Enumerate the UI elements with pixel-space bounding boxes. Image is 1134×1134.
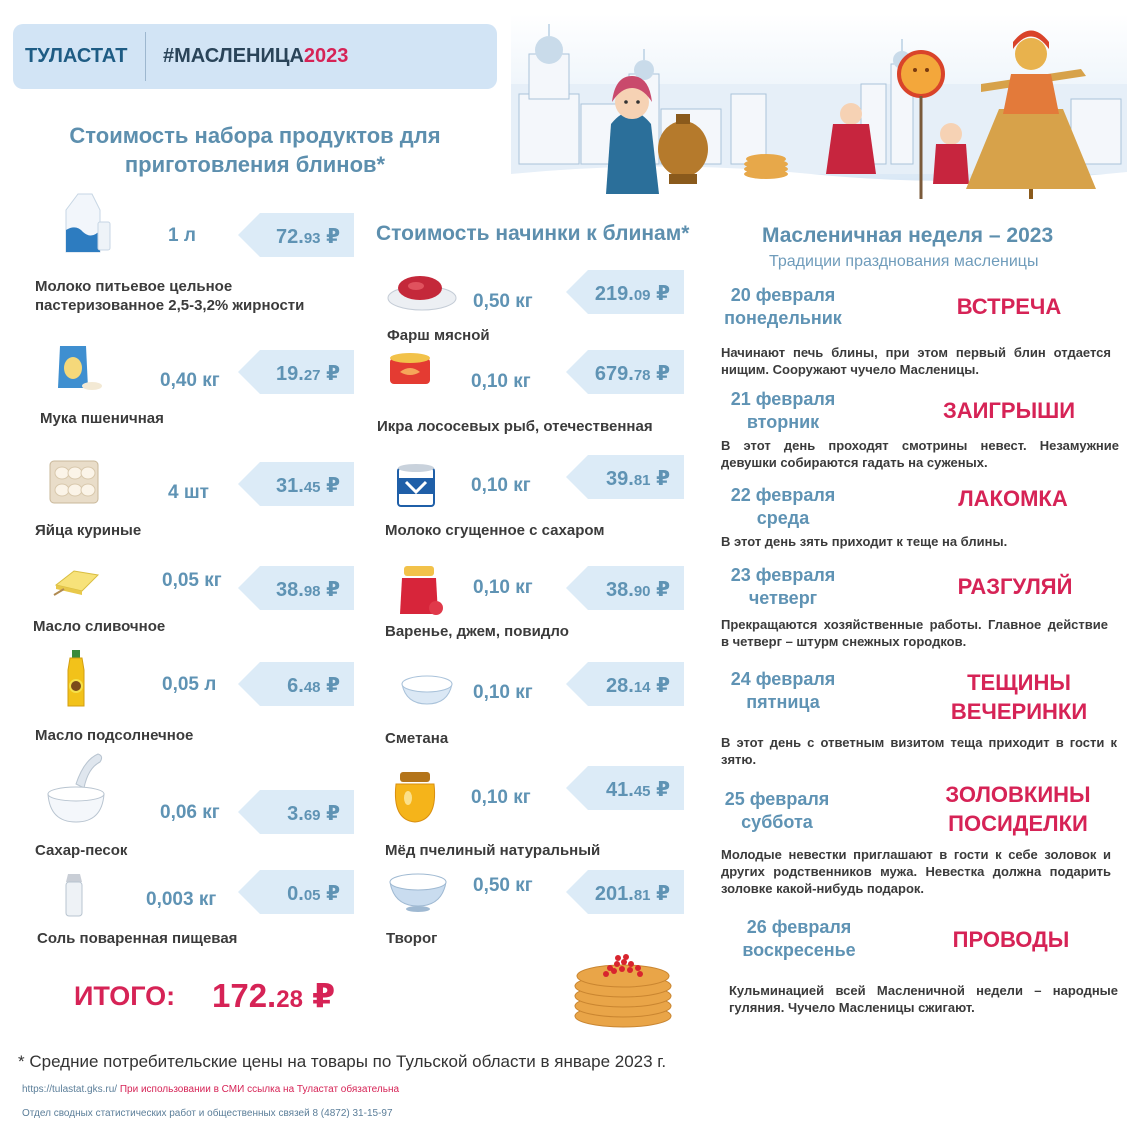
egg-tray-icon xyxy=(48,457,102,507)
day-date: 24 февраля пятница xyxy=(730,669,836,712)
product-price-tag: 0.05 ₽ xyxy=(260,870,354,914)
product-price-tag: 6.48 ₽ xyxy=(260,662,354,706)
day-name: ЗАИГРЫШИ xyxy=(942,398,1076,423)
org-name: ТУЛАСТАТ xyxy=(25,45,128,67)
festival-scene-icon xyxy=(511,14,1127,201)
filling-qty: 0,10 кг xyxy=(473,682,533,703)
product-price-tag: 38.98 ₽ xyxy=(260,566,354,610)
source-line xyxy=(22,1084,399,1095)
product-qty: 0,05 кг xyxy=(162,570,222,591)
total-value: 172.28 ₽ xyxy=(212,977,336,1014)
day-date: 22 февраля среда xyxy=(730,485,836,528)
product-name: Масло сливочное xyxy=(33,618,166,635)
filling-price-tag: 38.90 ₽ xyxy=(588,566,684,610)
day-name: ПРОВОДЫ xyxy=(952,927,1070,952)
filling-name: Варенье, джем, повидло xyxy=(385,623,569,640)
filling-name: Молоко сгущенное с сахаром xyxy=(385,522,605,539)
pancake-stack-icon xyxy=(570,938,676,1030)
filling-name: Мёд пчелиный натуральный xyxy=(385,842,601,859)
total-label: ИТОГО: xyxy=(74,981,176,1011)
product-qty: 4 шт xyxy=(168,482,209,503)
day-description: В этот день с ответным визитом теща приходит в гости к зятю. xyxy=(721,735,1117,767)
day-name: ЛАКОМКА xyxy=(958,486,1068,511)
hashtag-year: 2023 xyxy=(303,45,349,67)
filling-price-tag: 39.81 ₽ xyxy=(588,455,684,499)
product-price-tag: 19.27 ₽ xyxy=(260,350,354,394)
jam-jar-icon xyxy=(398,564,444,618)
maslenitsa-illustration xyxy=(511,14,1127,201)
day-name: ВСТРЕЧА xyxy=(956,294,1062,319)
filling-name: Фарш мясной xyxy=(387,327,490,344)
butter-icon xyxy=(52,565,102,599)
filling-price-tag: 41.45 ₽ xyxy=(588,766,684,810)
product-name: Молоко питьевое цельное пастеризованное 2,5-3,2% жирности xyxy=(35,278,305,314)
filling-qty: 0,50 кг xyxy=(473,291,533,312)
products-title: Стоимость набора продуктов для приготовления блинов* xyxy=(69,123,441,177)
sour-cream-bowl-icon xyxy=(400,670,454,706)
filling-qty: 0,50 кг xyxy=(473,875,533,896)
header-divider xyxy=(145,32,146,81)
product-qty: 1 л xyxy=(168,225,196,246)
day-date: 26 февраля воскресенье xyxy=(742,917,856,960)
product-qty: 0,40 кг xyxy=(160,370,220,391)
product-name: Сахар-песок xyxy=(35,842,128,859)
day-date: 23 февраля четверг xyxy=(730,565,836,608)
salt-shaker-icon xyxy=(62,872,86,918)
day-description: Молодые невестки приглашают в гости к себе золовок и других родственников мужа. Невестка должна подарить золовке какой-нибудь подарок. xyxy=(721,847,1111,896)
header-bar xyxy=(13,24,497,89)
day-description: Прекращаются хозяйственные работы. Главное действие в четверг – штурм снежных городков. xyxy=(721,617,1108,649)
department-contact: Отдел сводных статистических работ и общественных связей 8 (4872) 31-15-97 xyxy=(22,1108,393,1119)
filling-qty: 0,10 кг xyxy=(471,371,531,392)
oil-bottle-icon xyxy=(64,650,88,708)
day-date: 20 февраля понедельник xyxy=(724,285,842,328)
product-qty: 0,06 кг xyxy=(160,802,220,823)
flour-bag-icon xyxy=(54,340,104,392)
day-description: В этот день проходят смотрины невест. Незамужние девушки собираются гадать на суженых. xyxy=(721,438,1119,470)
milk-carton-icon xyxy=(62,190,112,256)
sugar-bowl-icon xyxy=(46,750,106,826)
filling-name: Творог xyxy=(386,930,438,947)
filling-qty: 0,10 кг xyxy=(471,787,531,808)
filling-price-tag: 28.14 ₽ xyxy=(588,662,684,706)
product-name: Соль поваренная пищевая xyxy=(37,930,238,947)
filling-qty: 0,10 кг xyxy=(471,475,531,496)
day-name: ЗОЛОВКИНЫ ПОСИДЕЛКИ xyxy=(945,782,1091,836)
day-name: ТЕЩИНЫ ВЕЧЕРИНКИ xyxy=(950,670,1088,724)
condensed-milk-can-icon xyxy=(396,462,436,510)
minced-meat-icon xyxy=(386,268,458,312)
week-subtitle: Традиции празднования масленицы xyxy=(769,253,1039,270)
filling-price-tag: 219.09 ₽ xyxy=(588,270,684,314)
source-link[interactable]: https://tulastat.gks.ru/ xyxy=(22,1084,118,1095)
product-price-tag: 72.93 ₽ xyxy=(260,213,354,257)
product-price-tag: 31.45 ₽ xyxy=(260,462,354,506)
filling-name: Икра лососевых рыб, отечественная xyxy=(377,418,653,435)
product-name: Мука пшеничная xyxy=(40,410,164,427)
product-name: Яйца куриные xyxy=(35,522,142,539)
week-title: Масленичная неделя – 2023 xyxy=(762,224,1054,247)
honey-jar-icon xyxy=(392,770,440,826)
day-date: 25 февраля суббота xyxy=(724,789,830,832)
day-description: В этот день зять приходит к теще на блины. xyxy=(721,534,1008,549)
cottage-cheese-bowl-icon xyxy=(388,870,448,912)
hashtag: #МАСЛЕНИЦА2023 xyxy=(163,45,349,67)
media-note: При использовании в СМИ ссылка на Туластат обязательна xyxy=(117,1084,400,1095)
day-name: РАЗГУЛЯЙ xyxy=(957,574,1073,599)
filling-name: Сметана xyxy=(385,730,449,747)
footnote: * Средние потребительские цены на товары по Тульской области в январе 2023 г. xyxy=(18,1052,667,1071)
filling-price-tag: 201.81 ₽ xyxy=(588,870,684,914)
caviar-can-icon xyxy=(388,352,432,388)
filling-qty: 0,10 кг xyxy=(473,577,533,598)
day-description: Кульминацией всей Масленичной недели – народные гуляния. Чучело Масленицы сжигают. xyxy=(729,983,1118,1015)
fillings-title: Стоимость начинки к блинам* xyxy=(376,222,690,245)
product-qty: 0,003 кг xyxy=(146,889,217,910)
product-name: Масло подсолнечное xyxy=(35,727,194,744)
day-description: Начинают печь блины, при этом первый блин отдается нищим. Сооружают чучело Масленицы. xyxy=(721,345,1111,377)
product-qty: 0,05 л xyxy=(162,674,217,695)
product-price-tag: 3.69 ₽ xyxy=(260,790,354,834)
filling-price-tag: 679.78 ₽ xyxy=(588,350,684,394)
day-date: 21 февраля вторник xyxy=(730,389,836,432)
